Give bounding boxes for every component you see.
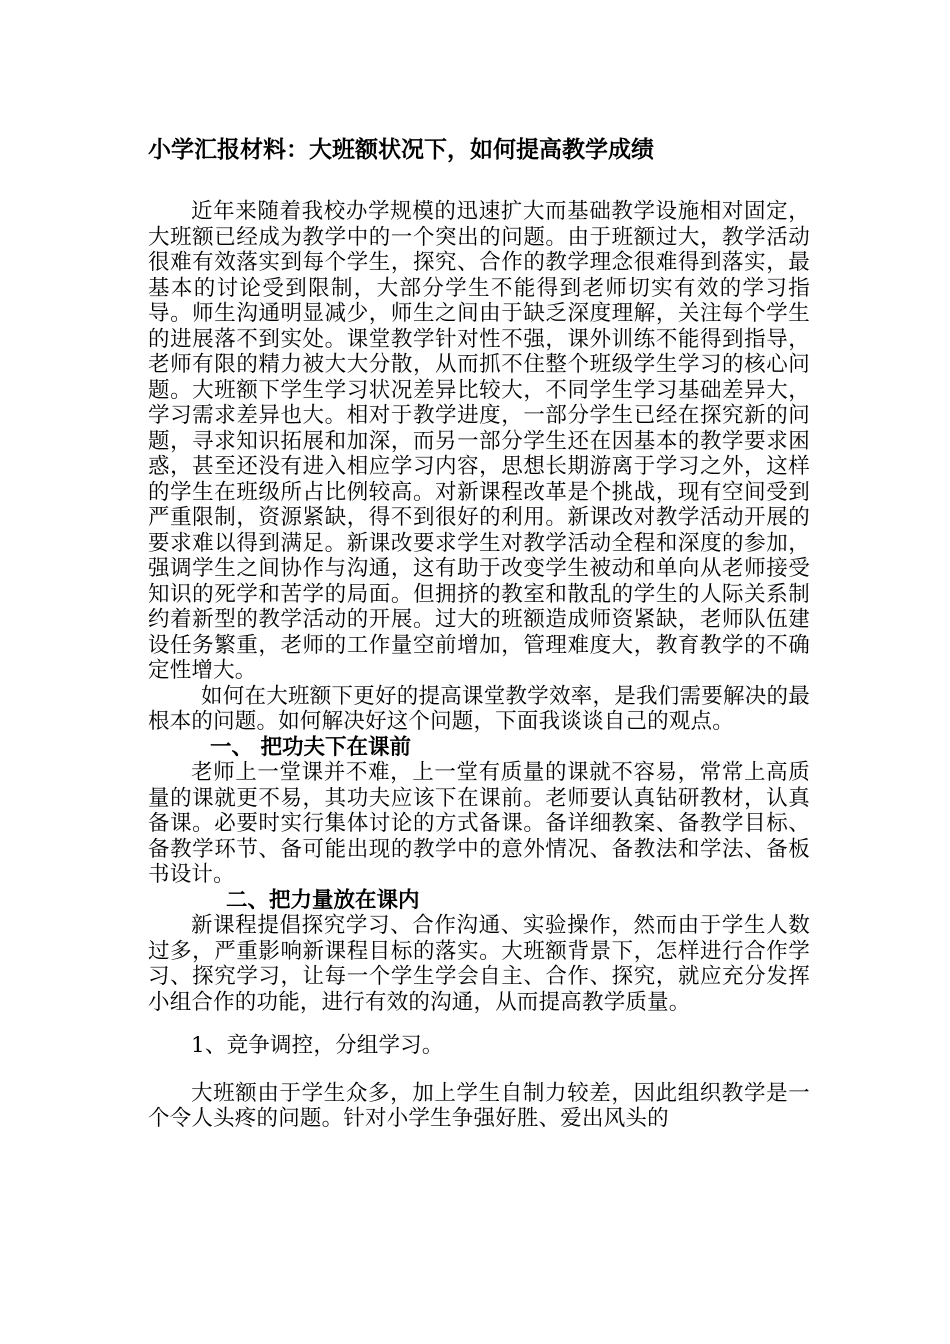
section-2-subheading: 1、竞争调控，分组学习。 [191,1033,444,1058]
document-title: 小学汇报材料：大班额状况下，如何提高教学成绩 [148,136,654,163]
section-1-paragraph: 老师上一堂课并不难，上一堂有质量的课就不容易，常常上高质量的课就更不易，其功夫应该下在课前。老师要认真钻研教材，认真备课。必要时实行集体讨论的方式备课。备详细教案、备教学目标、备教学环节、备可能出现的教学中的意外情况、备教法和学法、备板书设计。 [148,760,810,887]
section-2-paragraph: 新课程提倡探究学习、合作沟通、实验操作，然而由于学生人数过多，严重影响新课程目标的落实。大班额背景下，怎样进行合作学习、探究学习，让每一个学生学会自主、合作、探究，就应充分发挥小组合作的功能，进行有效的沟通，从而提高教学质量。 [148,913,810,1015]
section-2-heading: 二、把力量放在课内 [226,887,420,913]
section-1-heading: 一、 把功夫下在课前 [210,734,411,760]
section-2-paragraph-2: 大班额由于学生众多，加上学生自制力较差，因此组织教学是一个令人头疼的问题。针对小学生争强好胜、爱出风头的 [148,1080,810,1131]
document-body [148,199,810,1132]
question-paragraph: 如何在大班额下更好的提高课堂教学效率，是我们需要解决的最根本的问题。如何解决好这个问题，下面我谈谈自己的观点。 [148,683,810,734]
intro-paragraph: 近年来随着我校办学规模的迅速扩大而基础教学设施相对固定，大班额已经成为教学中的一个突出的问题。由于班额过大，教学活动很难有效落实到每个学生，探究、合作的教学理念很难得到落实，最基本的讨论受到限制，大部分学生不能得到老师切实有效的学习指导。师生沟通明显减少，师生之间由于缺乏深度理解，关注每个学生的进展落不到实处。课堂教学针对性不强，课外训练不能得到指导，老师有限的精力被大大分散，从而抓不住整个班级学生学习的核心问题。大班额下学生学习状况差异比较大，不同学生学习基础差异大，学习需求差异也大。相对于教学进度，一部分学生已经在探究新的问题，寻求知识拓展和加深，而另一部分学生还在因基本的教学要求困惑，甚至还没有进入相应学习内容，思想长期游离于学习之外，这样的学生在班级所占比例较高。对新课程改革是个挑战，现有空间受到严重限制，资源紧缺，得不到很好的利用。新课改对教学活动开展的要求难以得到满足。新课改要求学生对教学活动全程和深度的参加，强调学生之间协作与沟通，这有助于改变学生被动和单向从老师接受知识的死学和苦学的局面。但拥挤的教室和散乱的学生的人际关系制约着新型的教学活动的开展。过大的班额造成师资紧缺，老师队伍建设任务繁重，老师的工作量空前增加，管理难度大，教育教学的不确定性增大。 [148,199,810,683]
